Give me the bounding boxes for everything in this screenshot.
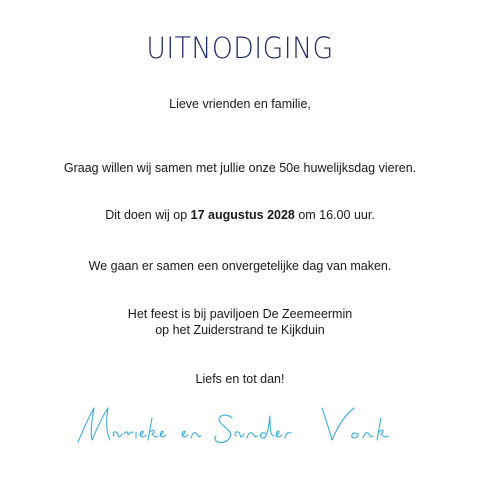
memorable-day-text: We gaan er samen een onvergetelijke dag van maken. bbox=[88, 259, 392, 273]
date-time-text bbox=[0, 207, 480, 223]
signature-drawing bbox=[70, 398, 410, 452]
date-prefix: Dit doen wij op bbox=[105, 208, 191, 222]
invitation-title: UITNODIGING bbox=[146, 31, 334, 65]
time-suffix: om 16.00 uur. bbox=[294, 208, 375, 222]
celebration-text: Graag willen wij samen met jullie onze 50e huwelijksdag vieren. bbox=[63, 161, 417, 175]
location-text: op het Zuiderstrand te Kijkduin bbox=[155, 323, 325, 337]
closing-text: Liefs en tot dan! bbox=[195, 372, 285, 386]
handwritten-signature bbox=[70, 398, 410, 452]
venue-text: Het feest is bij paviljoen De Zeemeermin bbox=[127, 307, 353, 321]
event-date: 17 augustus 2028 bbox=[190, 208, 295, 222]
greeting-text: Lieve vrienden en familie, bbox=[169, 97, 311, 111]
